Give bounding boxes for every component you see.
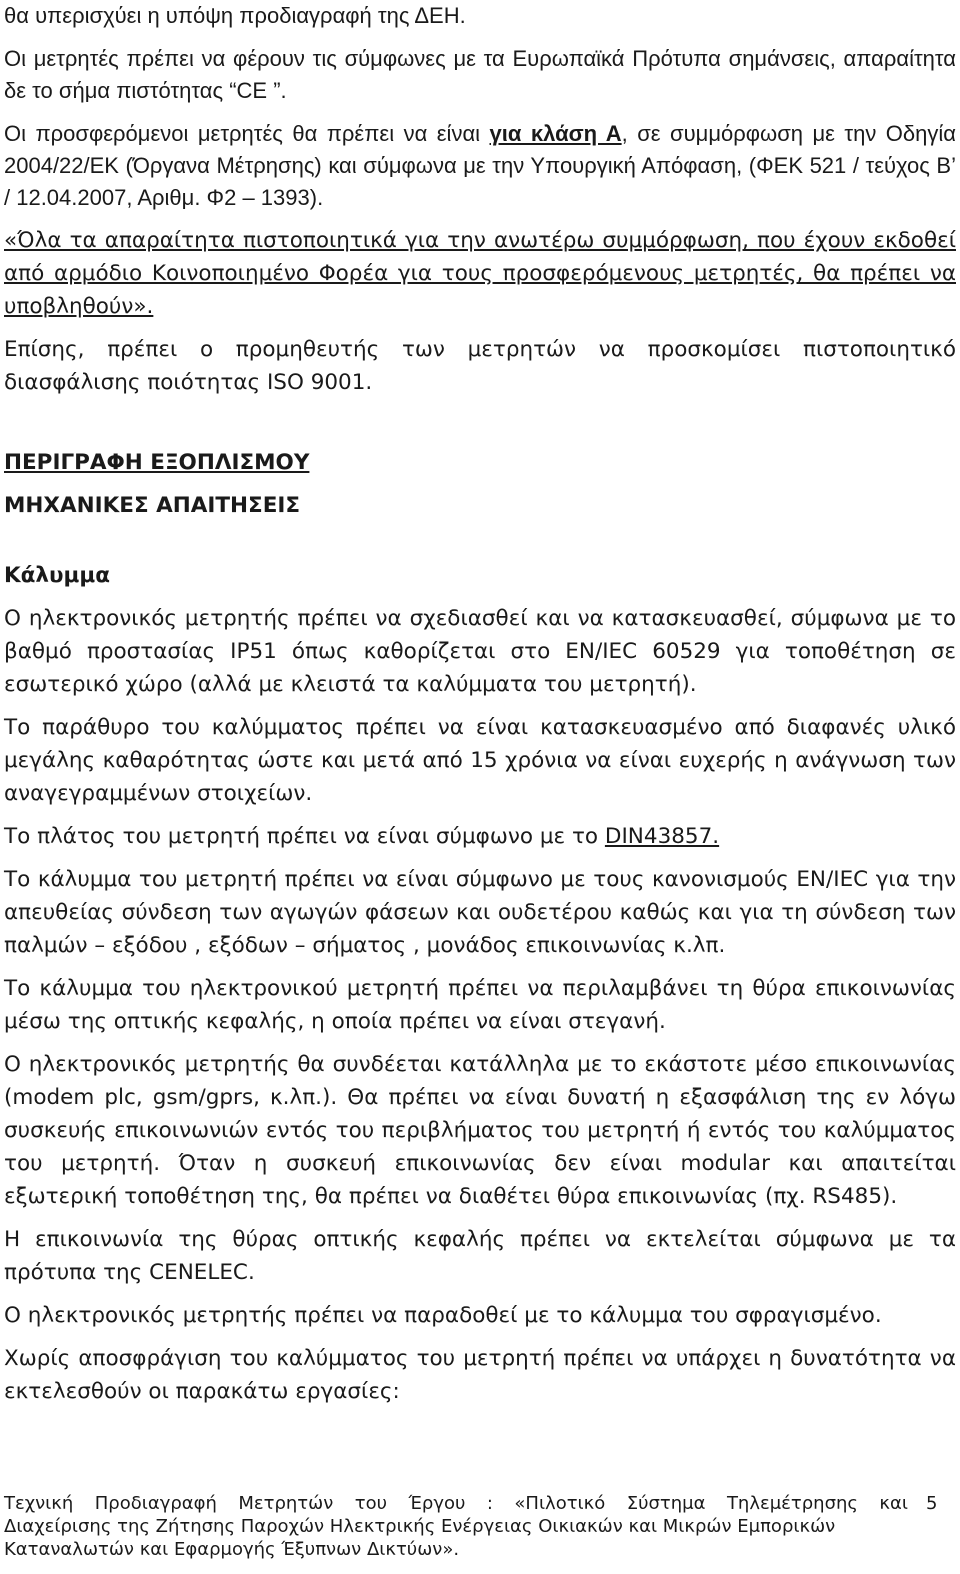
footer-line-3: Καταναλωτών και Εφαρμογής Έξυπνων Δικτύων». [4,1539,460,1560]
page-footer [4,1492,956,1561]
paragraph-cenelec: Η επικοινωνία της θύρας οπτικής κεφαλής πρέπει να εκτελείται σύμφωνα με τα πρότυπα της CENELEC. [4,1227,956,1285]
paragraph-width [4,820,956,853]
paragraph-intro-end: θα υπερισχύει η υπόψη προδιαγραφή της ΔΕΗ. [4,3,466,28]
heading-cover: Κάλυμμα [4,563,110,588]
page-number: 5 [926,1493,938,1514]
paragraph-enclosure: Το κάλυμμα του μετρητή πρέπει να είναι σύμφωνο με τους κανονισμούς EN/IEC για την απευθείας σύνδεση των αγωγών φάσεων και ουδετέρου καθώς και για τη σύνδεση των παλμών – εξόδου , εξόδων – σήματος , μονάδος επικοινωνίας κ.λπ. [4,867,956,958]
paragraph-ip51: Ο ηλεκτρονικός μετρητής πρέπει να σχεδιασθεί και να κατασκευασθεί, σύμφωνα με το βαθμό προστασίας IP51 όπως καθορίζεται στο EN/IEC 60529 για τοποθέτηση σε εσωτερικό χώρο (αλλά με κλειστά τα καλύμματα του μετρητή). [4,606,956,697]
heading-equipment: ΠΕΡΙΓΡΑΦΗ ΕΞΟΠΛΙΣΜΟΥ [4,450,310,475]
footer-line-2: Διαχείρισης της Ζήτησης Παροχών Ηλεκτρικής Ενέργειας Οικιακών και Μικρών Εμπορικών [4,1516,836,1537]
paragraph-sealed: Ο ηλεκτρονικός μετρητής πρέπει να παραδοθεί με το κάλυμμα του σφραγισμένο. [4,1303,882,1328]
paragraph-optical-port: Το κάλυμμα του ηλεκτρονικού μετρητή πρέπει να περιλαμβάνει τη θύρα επικοινωνίας μέσω της οπτικής κεφαλής, η οποία πρέπει να είναι στεγανή. [4,976,956,1034]
accuracy-class-text-post: , σε συμμόρφωση με την Οδηγία 2004/22/ΕΚ (Όργανα Μέτρησης) και σύμφωνα με την Υπουργική Απόφαση, (ΦΕΚ 521 / τεύχος Β’ / 12.04.2007, Αριθμ. Φ2 – 1393). [4,121,956,210]
document-page [4,0,956,1408]
footer-row-1 [4,1492,956,1515]
paragraph-ce-marking: Οι μετρητές πρέπει να φέρουν τις σύμφωνες με τα Ευρωπαϊκά Πρότυπα σημάνσεις, απαραίτητα δε το σήμα πιστότητας “CE ”. [4,46,956,103]
paragraph-tasks: Χωρίς αποσφράγιση του καλύμματος του μετρητή πρέπει να υπάρχει η δυνατότητα να εκτελεσθούν οι παρακάτω εργασίες: [4,1346,956,1404]
paragraph-certificates: «Όλα τα απαραίτητα πιστοποιητικά για την ανωτέρω συμμόρφωση, που έχουν εκδοθεί από αρμόδιο Κοινοποιημένο Φορέα για τους προσφερόμενους μετρητές, θα πρέπει να υποβληθούν». [4,228,956,319]
paragraph-accuracy-class [4,118,956,214]
accuracy-class-text-pre: Οι προσφερόμενοι μετρητές θα πρέπει να είναι [4,121,490,146]
width-text-pre: Το πλάτος του μετρητή πρέπει να είναι σύμφωνο με το [4,824,605,849]
paragraph-window: Το παράθυρο του καλύμματος πρέπει να είναι κατασκευασμένο από διαφανές υλικό μεγάλης καθαρότητας ώστε και μετά από 15 χρόνια να είναι ευχερής η ανάγνωση των αναγεγραμμένων στοιχείων. [4,715,956,806]
paragraph-iso: Επίσης, πρέπει ο προμηθευτής των μετρητών να προσκομίσει πιστοποιητικό διασφάλισης ποιότητας ISO 9001. [4,337,956,395]
heading-mechanical: ΜΗΧΑΝΙΚΕΣ ΑΠΑΙΤΗΣΕΙΣ [4,493,301,518]
paragraph-modem: Ο ηλεκτρονικός μετρητής θα συνδέεται κατάλληλα με το εκάστοτε μέσο επικοινωνίας (modem plc, gsm/gprs, κ.λπ.). Θα πρέπει να είναι δυνατή η εξασφάλιση της εν λόγω συσκευής επικοινωνιών εντός του περιβλήματος του μετρητή ή εντός του καλύμματος του μετρητή. Όταν η συσκευή επικοινωνίας δεν είναι modular και απαιτείται εξωτερική τοποθέτηση της, θα πρέπει να διαθέτει θύρα επικοινωνίας (πχ. RS485). [4,1052,956,1209]
footer-line-1: Τεχνική Προδιαγραφή Μετρητών του Έργου : «Πιλοτικό Σύστημα Τηλεμέτρησης και [4,1493,908,1514]
accuracy-class-link[interactable]: για κλάση Α [489,121,622,146]
din-link[interactable]: DIN43857. [604,824,720,849]
